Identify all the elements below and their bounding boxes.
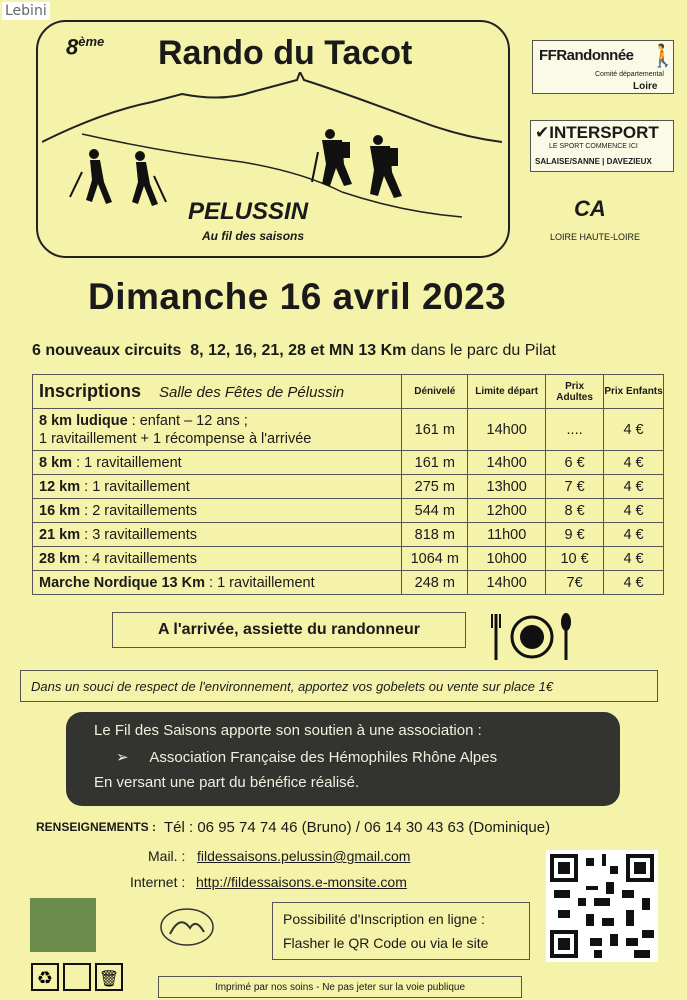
row-description: 8 km ludique : enfant – 12 ans ; 1 ravitaillement + 1 récompense à l'arrivée — [33, 409, 402, 451]
online-line-2: Flasher le QR Code ou via le site — [283, 935, 489, 951]
row-denivele: 275 m — [402, 475, 468, 499]
recycle-icons — [30, 962, 130, 992]
footer-note: Imprimé par nos soins - Ne pas jeter sur la voie publique — [158, 976, 522, 998]
row-denivele: 544 m — [402, 499, 468, 523]
row-prix-adultes: 8 € — [546, 499, 604, 523]
row-description: 8 km : 1 ravitaillement — [33, 451, 402, 475]
ffr-name: FFRandonnée — [539, 47, 634, 64]
table-row — [33, 499, 664, 523]
arrival-note: A l'arrivée, assiette du randonneur — [112, 612, 466, 648]
event-title: Rando du Tacot — [158, 34, 413, 72]
row-description: 28 km : 4 ravitaillements — [33, 547, 402, 571]
credit-agricole-text: LOIRE HAUTE-LOIRE — [550, 232, 641, 242]
header-denivele: Dénivelé — [402, 375, 468, 409]
table-row — [33, 409, 664, 451]
row-denivele: 818 m — [402, 523, 468, 547]
row-limite: 10h00 — [468, 547, 546, 571]
association-photo-logo — [30, 898, 96, 952]
row-prix-enfants: 4 € — [604, 523, 664, 547]
online-line-1: Possibilité d'Inscription en ligne : — [283, 911, 485, 927]
walker-icon: 🚶 — [649, 43, 677, 68]
tagline: Au fil des saisons — [202, 229, 305, 243]
row-prix-adultes: 9 € — [546, 523, 604, 547]
row-description: 21 km : 3 ravitaillements — [33, 523, 402, 547]
table-row — [33, 547, 664, 571]
circuits-table — [32, 374, 664, 595]
qr-code — [546, 850, 658, 962]
row-description: 12 km : 1 ravitaillement — [33, 475, 402, 499]
row-denivele: 1064 m — [402, 547, 468, 571]
charity-line-3: En versant une part du bénéfice réalisé. — [94, 774, 360, 791]
plate-cutlery-icon — [488, 610, 576, 664]
row-limite: 14h00 — [468, 451, 546, 475]
table-row — [33, 451, 664, 475]
row-limite: 11h00 — [468, 523, 546, 547]
row-prix-adultes: 10 € — [546, 547, 604, 571]
watermark: Lebini — [2, 2, 50, 20]
row-limite: 12h00 — [468, 499, 546, 523]
environment-note: Dans un souci de respect de l'environnement, apportez vos gobelets ou vente sur place 1€ — [20, 670, 658, 702]
mail-label: Mail. : — [148, 848, 186, 864]
charity-box — [66, 712, 620, 806]
row-prix-adultes: 6 € — [546, 451, 604, 475]
row-prix-enfants: 4 € — [604, 499, 664, 523]
svg-text:♻: ♻ — [36, 968, 54, 989]
town-name: PELUSSIN — [188, 198, 309, 225]
circuits-summary: 6 nouveaux circuits 8, 12, 16, 21, 28 et MN 13 Km dans le parc du Pilat — [32, 342, 556, 359]
edition-number: 8ème — [66, 34, 105, 60]
table-header-inscriptions: Inscriptions Salle des Fêtes de Pélussin — [33, 375, 402, 409]
table-row — [33, 475, 664, 499]
row-prix-adultes: 7 € — [546, 475, 604, 499]
row-denivele: 161 m — [402, 409, 468, 451]
web-label: Internet : — [130, 874, 186, 890]
intersport-locations: SALAISE/SANNE | DAVEZIEUX — [535, 157, 652, 166]
row-prix-enfants: 4 € — [604, 475, 664, 499]
ffrandonnee-logo — [532, 40, 677, 94]
table-row — [33, 571, 664, 595]
row-prix-adultes: .... — [546, 409, 604, 451]
website-link[interactable]: http://fildessaisons.e-monsite.com — [196, 874, 407, 890]
row-denivele: 248 m — [402, 571, 468, 595]
credit-agricole-icon: CA — [574, 196, 606, 221]
header-prix-enfants: Prix Enfants — [604, 375, 664, 409]
intersport-tagline: LE SPORT COMMENCE ICI — [549, 143, 638, 150]
table-header-row — [33, 375, 664, 409]
online-registration-box — [272, 902, 530, 960]
ffr-subtitle: Comité départemental — [595, 71, 664, 78]
svg-text:🗑: 🗑 — [98, 969, 120, 988]
charity-line-2: ➢ Association Française des Hémophiles Rhône Alpes — [116, 749, 498, 766]
charity-line-1: Le Fil des Saisons apporte son soutien à une association : — [94, 722, 482, 739]
ffr-region: Loire — [633, 81, 658, 92]
row-prix-enfants: 4 € — [604, 409, 664, 451]
row-prix-enfants: 4 € — [604, 451, 664, 475]
arrow-icon: ➢ — [116, 749, 150, 766]
intersport-name: ✔INTERSPORT — [535, 123, 659, 142]
header-prix-adultes: Prix Adultes — [546, 375, 604, 409]
contact-phones: Tél : 06 95 74 74 46 (Bruno) / 06 14 30 43 63 (Dominique) — [164, 819, 551, 836]
event-date: Dimanche 16 avril 2023 — [88, 276, 507, 317]
contact-label: RENSEIGNEMENTS : — [36, 820, 157, 834]
row-denivele: 161 m — [402, 451, 468, 475]
row-limite: 14h00 — [468, 571, 546, 595]
header-limite: Limite départ — [468, 375, 546, 409]
row-description: 16 km : 2 ravitaillements — [33, 499, 402, 523]
intersport-logo — [530, 120, 674, 172]
row-prix-adultes: 7€ — [546, 571, 604, 595]
mail-link[interactable]: fildessaisons.pelussin@gmail.com — [197, 848, 411, 864]
row-limite: 14h00 — [468, 409, 546, 451]
row-prix-enfants: 4 € — [604, 571, 664, 595]
table-row — [33, 523, 664, 547]
row-description: Marche Nordique 13 Km : 1 ravitaillement — [33, 571, 402, 595]
row-prix-enfants: 4 € — [604, 547, 664, 571]
row-limite: 13h00 — [468, 475, 546, 499]
club-logo — [158, 904, 216, 950]
